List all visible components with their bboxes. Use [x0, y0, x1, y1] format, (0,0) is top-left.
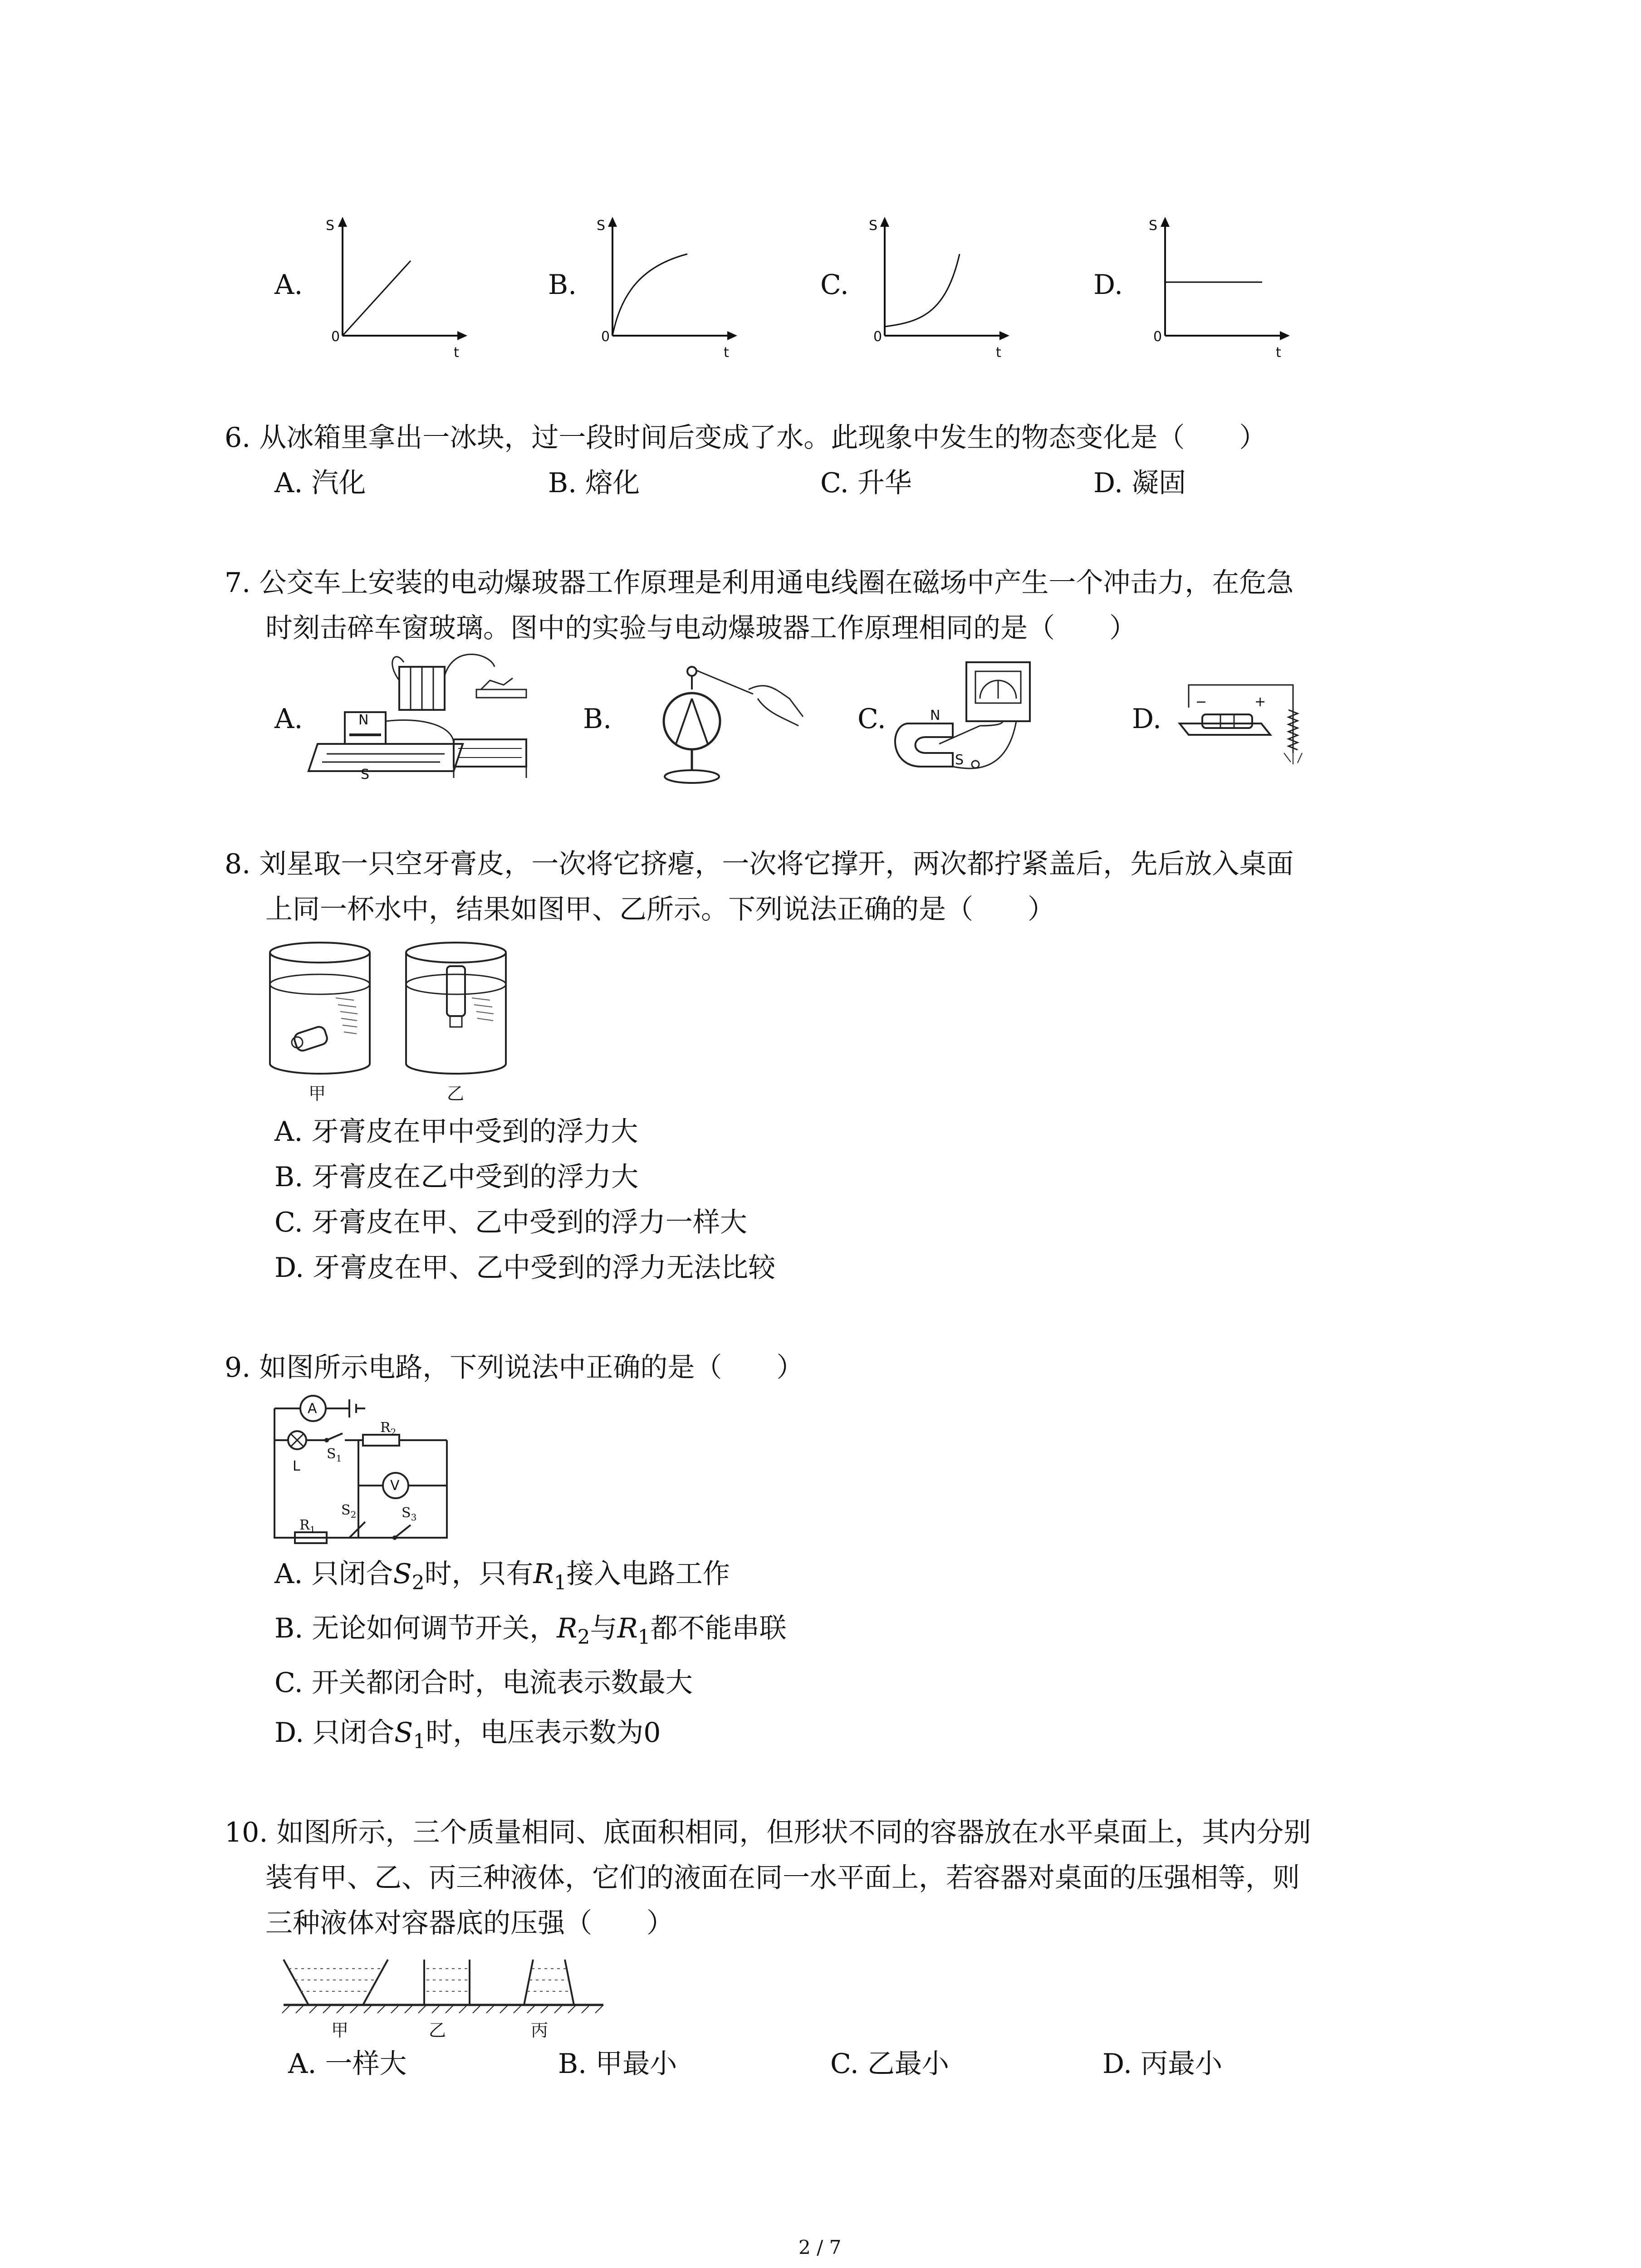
q9-voltmeter: V	[390, 1478, 400, 1494]
q7-a-south: S	[361, 767, 370, 782]
q9-r1-label: $R_1$	[299, 1517, 316, 1535]
q7-a-north: N	[358, 712, 369, 728]
q9-ammeter: A	[308, 1401, 317, 1417]
q7-stem-line2: 时刻击碎车窗玻璃。图中的实验与电动爆玻器工作原理相同的是（ ）	[265, 612, 1136, 644]
q10-stem-line1: 10. 如图所示，三个质量相同、底面积相同，但形状不同的容器放在水平桌面上，其内分别	[225, 1817, 1311, 1848]
q10-stem-line2: 装有甲、乙、丙三种液体，它们的液面在同一水平面上，若容器对桌面的压强相等，则	[265, 1862, 1300, 1894]
q9-s2-label: $S_2$	[341, 1502, 357, 1520]
q8-option-d: D. 牙膏皮在甲、乙中受到的浮力无法比较	[274, 1252, 776, 1284]
q8-option-b: B. 牙膏皮在乙中受到的浮力大	[274, 1161, 639, 1193]
q5-d-axis-y: S	[1149, 218, 1158, 234]
q5-option-c-letter: C.	[820, 269, 849, 301]
q6-option-a: A. 汽化	[274, 467, 366, 499]
q5-option-a-letter: A.	[274, 269, 303, 301]
q5-c-axis-y: S	[869, 218, 878, 234]
q8-option-a: A. 牙膏皮在甲中受到的浮力大	[274, 1116, 638, 1148]
q5-b-axis-x: t	[724, 345, 729, 361]
q5-b-origin: 0	[601, 329, 610, 345]
q6-stem: 6. 从冰箱里拿出一冰块，过一段时间后变成了水。此现象中发生的物态变化是（ ）	[225, 422, 1267, 454]
q5-d-axis-x: t	[1276, 345, 1281, 361]
q10-option-a: A. 一样大	[288, 2048, 407, 2080]
q5-c-curve	[885, 254, 960, 327]
page-number: 2 / 7	[798, 2236, 842, 2258]
q10-option-b: B. 甲最小	[558, 2048, 677, 2080]
q8-label-yi: 乙	[447, 1084, 465, 1104]
q5-option-d-letter: D.	[1093, 269, 1123, 301]
q9-s1-label: $S_1$	[327, 1446, 342, 1464]
q9-r2-label: $R_2$	[380, 1420, 397, 1437]
q7-d-plus: +	[1254, 694, 1266, 710]
q9-s3-label: $S_3$	[402, 1505, 417, 1523]
q5-c-origin: 0	[873, 329, 882, 345]
q10-option-c: C. 乙最小	[830, 2048, 949, 2080]
q7-c-north: N	[930, 708, 941, 723]
q7-option-d-letter: D.	[1132, 703, 1162, 735]
q5-c-axis-x: t	[996, 345, 1001, 361]
q6-option-c: C. 升华	[820, 467, 912, 499]
q10-label-yi: 乙	[429, 2020, 446, 2040]
q5-a-curve	[343, 261, 411, 336]
q10-option-d: D. 丙最小	[1102, 2048, 1223, 2080]
q7-option-b-letter: B.	[583, 703, 612, 735]
q5-a-origin: 0	[331, 329, 340, 345]
q10-label-bing: 丙	[531, 2020, 549, 2040]
q10-label-jia: 甲	[331, 2020, 349, 2040]
q6-option-d: D. 凝固	[1093, 467, 1186, 499]
q7-d-minus: −	[1195, 694, 1207, 710]
q9-lamp-label: L	[293, 1458, 300, 1474]
q9-option-c: C. 开关都闭合时，电流表示数最大	[274, 1667, 693, 1699]
q5-d-origin: 0	[1153, 329, 1162, 345]
q8-option-c: C. 牙膏皮在甲、乙中受到的浮力一样大	[274, 1207, 747, 1238]
q5-a-axis-y: S	[326, 218, 335, 234]
q7-option-a-letter: A.	[274, 703, 303, 735]
q5-option-b-letter: B.	[548, 269, 577, 301]
q9-option-b: B. 无论如何调节开关，$R_2$与$R_1$都不能串联	[274, 1613, 787, 1649]
q10-stem-line3: 三种液体对容器底的压强（ ）	[265, 1907, 674, 1939]
q5-a-axis-x: t	[454, 345, 459, 361]
q6-option-b: B. 熔化	[548, 467, 640, 499]
q5-b-curve	[612, 254, 687, 336]
q8-label-jia: 甲	[309, 1084, 326, 1104]
q8-stem-line2: 上同一杯水中，结果如图甲、乙所示。下列说法正确的是（ ）	[265, 894, 1055, 925]
q5-b-axis-y: S	[597, 218, 606, 234]
q7-stem-line1: 7. 公交车上安装的电动爆玻器工作原理是利用通电线圈在磁场中产生一个冲击力，在危急	[225, 567, 1294, 599]
q9-option-d: D. 只闭合$S_1$时，电压表示数为0	[274, 1717, 661, 1753]
q7-c-south: S	[955, 752, 964, 768]
q9-option-a: A. 只闭合$S_2$时，只有$R_1$接入电路工作	[274, 1558, 730, 1594]
q8-stem-line1: 8. 刘星取一只空牙膏皮，一次将它挤瘪，一次将它撑开，两次都拧紧盖后，先后放入桌面	[225, 848, 1294, 880]
q7-option-c-letter: C.	[857, 703, 886, 735]
q9-stem: 9. 如图所示电路，下列说法中正确的是（ ）	[225, 1352, 804, 1383]
